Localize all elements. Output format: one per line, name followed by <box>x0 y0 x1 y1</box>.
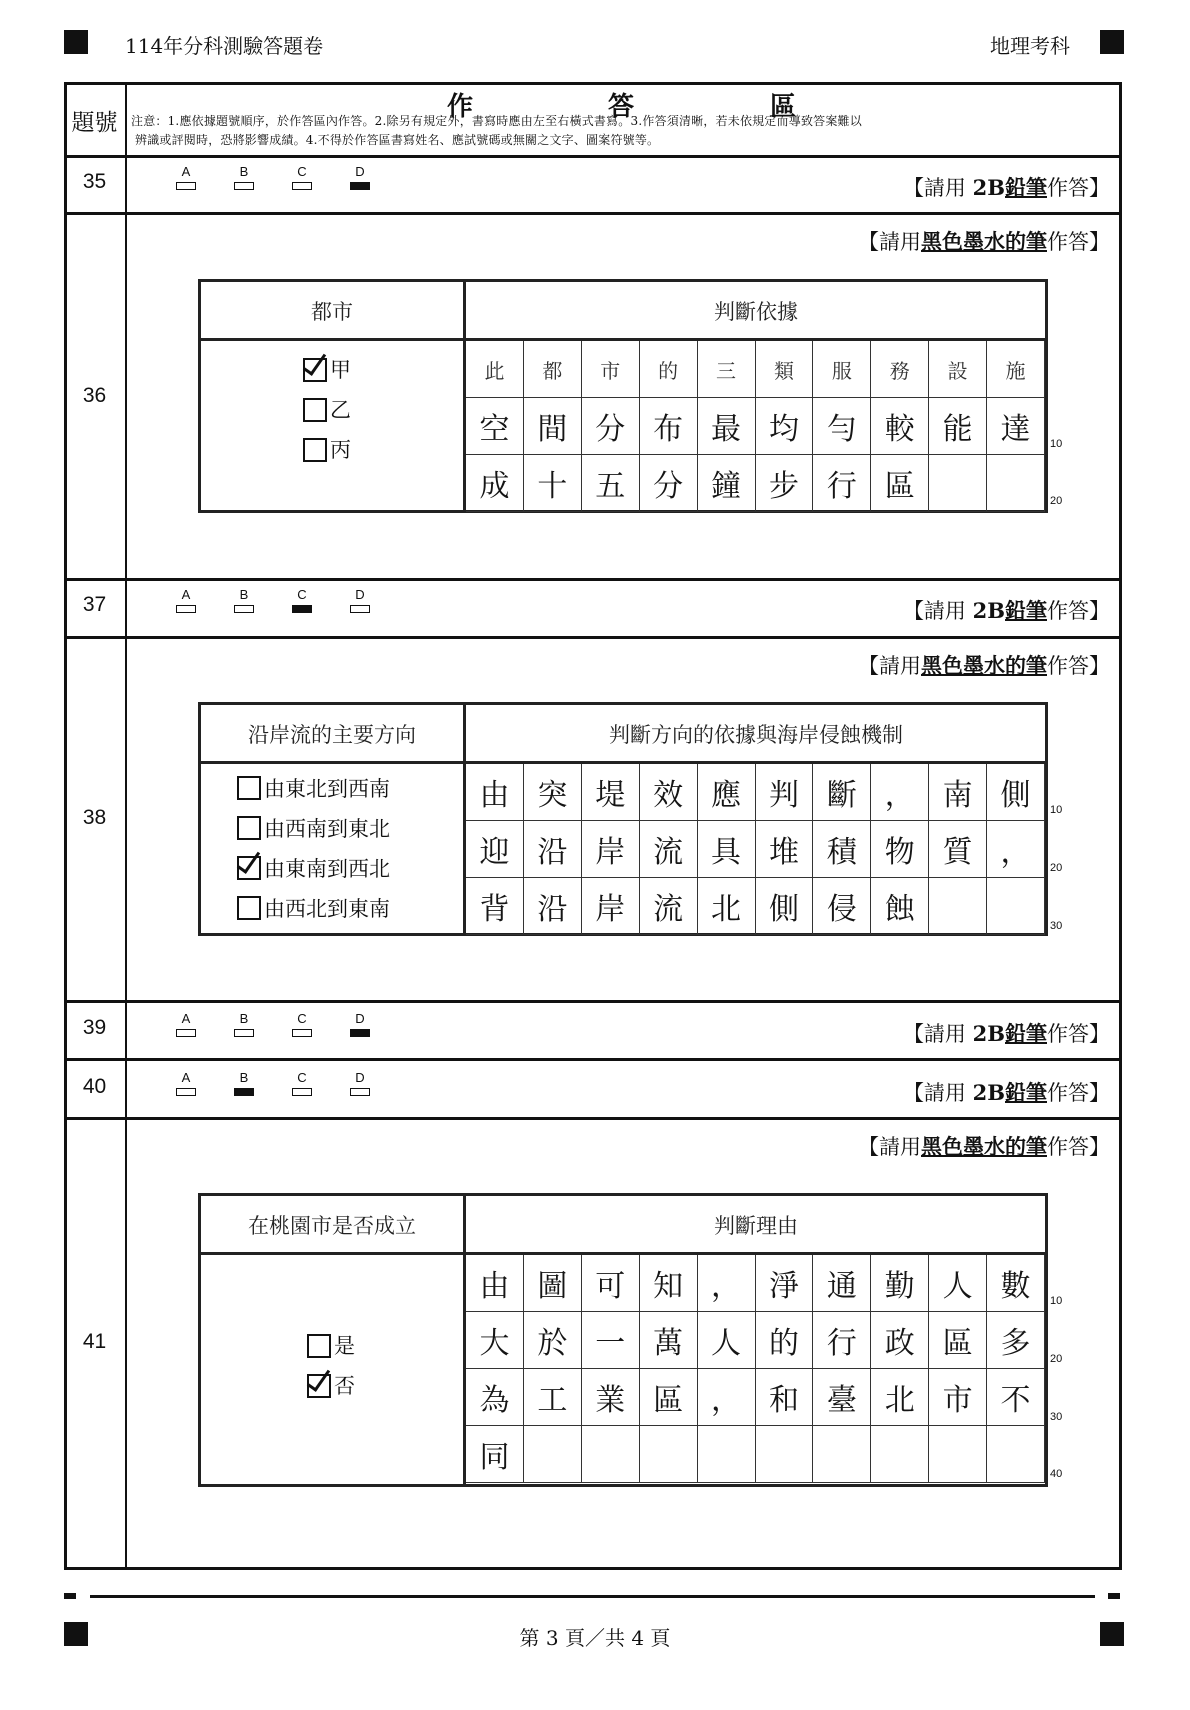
grid-cell[interactable]: 鐘 <box>698 455 756 512</box>
instructions-line1: 注意：1.應依據題號順序，於作答區內作答。2.除另有規定外，書寫時應由左至右橫式書寫。3.作答須清晰，若未依規定而導致答案難以 <box>131 114 862 128</box>
grid-cell[interactable]: 行 <box>813 1312 871 1369</box>
choice-letter: D <box>355 587 365 602</box>
choice-mark[interactable] <box>292 182 312 190</box>
col2-header: 判斷方向的依據與海岸侵蝕機制 <box>609 723 903 747</box>
char-count: 20 <box>1050 495 1063 507</box>
grid-cell[interactable]: 市 <box>582 341 640 398</box>
question-number: 39 <box>82 1016 107 1039</box>
choice-letter: D <box>355 1070 365 1085</box>
choice-bubble-b[interactable] <box>226 165 262 190</box>
zone-title-2: 答 <box>608 92 635 122</box>
grid-cell[interactable]: 行 <box>813 455 871 512</box>
checkbox[interactable] <box>237 896 261 920</box>
grid-cell[interactable]: ， <box>698 1369 756 1426</box>
choice-letter: C <box>297 1011 307 1026</box>
option-label: 甲 <box>330 358 351 382</box>
char-count: 30 <box>1050 1411 1063 1423</box>
grid-cell[interactable]: 判 <box>756 764 814 821</box>
grid-cell[interactable]: 岸 <box>582 821 640 878</box>
grid-cell[interactable]: 布 <box>640 398 698 455</box>
choice-letter: D <box>355 1011 365 1026</box>
choice-bubble-b[interactable] <box>226 1012 262 1037</box>
grid-cell[interactable]: 效 <box>640 764 698 821</box>
grid-cell[interactable]: ， <box>698 1255 756 1312</box>
grid-cell[interactable]: 間 <box>524 398 582 455</box>
row-separator <box>64 212 1122 215</box>
writing-grid <box>466 341 1045 512</box>
grid-cell[interactable]: 和 <box>756 1369 814 1426</box>
col1-header: 都市 <box>311 300 353 324</box>
grid-cell[interactable]: 勤 <box>871 1255 929 1312</box>
choice-bubble-d[interactable] <box>342 588 378 613</box>
pen-tool: 黑色墨水的筆 <box>921 1135 1047 1159</box>
grid-cell[interactable]: 知 <box>640 1255 698 1312</box>
option-label: 否 <box>334 1374 355 1398</box>
grid-cell[interactable]: 圖 <box>524 1255 582 1312</box>
writing-grid <box>466 1255 1045 1483</box>
grid-cell[interactable] <box>929 455 987 512</box>
grid-cell[interactable]: 積 <box>813 821 871 878</box>
grid-cell[interactable]: 沿 <box>524 878 582 935</box>
option-label: 由西南到東北 <box>264 817 390 841</box>
grid-cell[interactable]: 同 <box>466 1426 524 1483</box>
choice-letter: B <box>239 587 249 602</box>
choice-letter: A <box>181 587 191 602</box>
pencil-instruction <box>903 1077 1110 1107</box>
choice-letter: C <box>297 587 307 602</box>
col1-header: 在桃園市是否成立 <box>248 1214 416 1238</box>
option-label: 由西北到東南 <box>264 897 390 921</box>
grid-cell[interactable]: 較 <box>871 398 929 455</box>
char-count: 10 <box>1050 804 1063 816</box>
checkbox[interactable] <box>303 398 327 422</box>
footer-rule <box>90 1595 1095 1598</box>
grid-cell[interactable]: 不 <box>987 1369 1045 1426</box>
grid-cell[interactable]: 由 <box>466 1255 524 1312</box>
choice-bubble-a[interactable] <box>168 588 204 613</box>
grid-cell[interactable] <box>987 878 1045 935</box>
grid-cell[interactable]: 三 <box>698 341 756 398</box>
choice-mark[interactable] <box>176 605 196 613</box>
grid-cell[interactable]: 人 <box>929 1255 987 1312</box>
choice-bubble-b[interactable] <box>226 1071 262 1096</box>
question-number: 36 <box>82 384 107 407</box>
grid-cell[interactable] <box>698 1426 756 1483</box>
checkbox[interactable] <box>237 816 261 840</box>
pen-close: 作答】 <box>1047 599 1110 623</box>
char-count: 40 <box>1050 1468 1063 1480</box>
pencil-instruction <box>903 1018 1110 1048</box>
choice-mark[interactable] <box>350 182 370 190</box>
zone-title-3: 區 <box>770 92 797 122</box>
pen-open: 【請用 <box>858 1135 921 1159</box>
choice-bubble-c[interactable] <box>284 1012 320 1037</box>
registration-mark <box>1100 1622 1124 1646</box>
grid-cell[interactable]: 物 <box>871 821 929 878</box>
grid-cell[interactable]: 南 <box>929 764 987 821</box>
grid-cell[interactable]: 區 <box>871 455 929 512</box>
question-number: 38 <box>82 806 107 829</box>
choice-mark[interactable] <box>350 1088 370 1096</box>
grid-cell[interactable]: 大 <box>466 1312 524 1369</box>
col1-header: 沿岸流的主要方向 <box>248 723 416 747</box>
writing-grid <box>466 764 1045 935</box>
grid-cell[interactable]: 侵 <box>813 878 871 935</box>
grid-cell[interactable]: 具 <box>698 821 756 878</box>
grid-cell[interactable]: 可 <box>582 1255 640 1312</box>
choice-bubble-a[interactable] <box>168 1071 204 1096</box>
grid-cell[interactable] <box>987 1426 1045 1483</box>
grid-cell[interactable]: 於 <box>524 1312 582 1369</box>
option-label: 丙 <box>330 438 351 462</box>
row-separator <box>64 155 1122 158</box>
choice-mark[interactable] <box>292 1088 312 1096</box>
choice-mark[interactable] <box>176 1029 196 1037</box>
option-list <box>237 768 390 928</box>
choice-bubbles <box>168 588 378 613</box>
choice-mark[interactable] <box>292 1029 312 1037</box>
qnum-divider <box>125 82 127 1570</box>
option-item[interactable] <box>307 1326 355 1366</box>
pen-close: 作答】 <box>1047 230 1110 254</box>
choice-mark[interactable] <box>234 182 254 190</box>
pen-open: 【請用 <box>858 230 921 254</box>
option-label: 乙 <box>330 398 351 422</box>
grid-cell[interactable]: 的 <box>640 341 698 398</box>
grid-cell[interactable]: 北 <box>698 878 756 935</box>
choice-mark[interactable] <box>292 605 312 613</box>
choice-letter: C <box>297 1070 307 1085</box>
grid-cell[interactable]: 類 <box>756 341 814 398</box>
ink-instruction <box>858 1131 1110 1161</box>
grid-cell[interactable]: 市 <box>929 1369 987 1426</box>
page-number: 第 3 頁／共 4 頁 <box>519 1626 671 1650</box>
grid-cell[interactable]: 迎 <box>466 821 524 878</box>
choice-mark[interactable] <box>176 182 196 190</box>
grid-cell[interactable]: 服 <box>813 341 871 398</box>
option-label: 由東南到西北 <box>264 857 390 881</box>
grid-cell[interactable]: 施 <box>987 341 1045 398</box>
choice-mark[interactable] <box>350 605 370 613</box>
answer-table <box>198 279 1048 513</box>
grid-cell[interactable]: 五 <box>582 455 640 512</box>
option-list <box>307 1326 355 1406</box>
grid-cell[interactable]: 政 <box>871 1312 929 1369</box>
option-item[interactable] <box>237 848 390 888</box>
grid-cell[interactable]: 的 <box>756 1312 814 1369</box>
grid-cell[interactable]: 業 <box>582 1369 640 1426</box>
choice-bubble-b[interactable] <box>226 588 262 613</box>
option-item[interactable] <box>303 350 351 390</box>
grid-cell[interactable]: 區 <box>929 1312 987 1369</box>
grid-cell[interactable]: ， <box>987 821 1045 878</box>
grid-cell[interactable]: 由 <box>466 764 524 821</box>
grid-cell[interactable]: 萬 <box>640 1312 698 1369</box>
pen-open: 【請用 <box>902 599 973 623</box>
choice-mark[interactable] <box>234 1088 254 1096</box>
checkbox[interactable] <box>237 856 261 880</box>
grid-cell[interactable]: 應 <box>698 764 756 821</box>
choice-bubble-c[interactable] <box>284 588 320 613</box>
grid-cell[interactable]: 堆 <box>756 821 814 878</box>
option-item[interactable] <box>303 390 351 430</box>
grid-cell[interactable]: 淨 <box>756 1255 814 1312</box>
choice-mark[interactable] <box>234 1029 254 1037</box>
grid-cell[interactable]: 勻 <box>813 398 871 455</box>
pen-open: 【請用 <box>902 1022 973 1046</box>
choice-letter: A <box>181 164 191 179</box>
grid-cell[interactable] <box>756 1426 814 1483</box>
choice-bubble-c[interactable] <box>284 1071 320 1096</box>
grid-cell[interactable]: 多 <box>987 1312 1045 1369</box>
grid-cell[interactable] <box>987 455 1045 512</box>
choice-mark[interactable] <box>176 1088 196 1096</box>
pencil-instruction <box>903 172 1110 202</box>
pen-type: 2B <box>972 1021 1005 1046</box>
grid-cell[interactable]: 空 <box>466 398 524 455</box>
grid-cell[interactable]: 務 <box>871 341 929 398</box>
grid-cell[interactable] <box>813 1426 871 1483</box>
grid-cell[interactable]: 流 <box>640 878 698 935</box>
pen-close: 作答】 <box>1047 654 1110 678</box>
grid-cell[interactable]: 突 <box>524 764 582 821</box>
grid-cell[interactable]: 斷 <box>813 764 871 821</box>
question-number: 37 <box>82 593 107 616</box>
choice-bubble-a[interactable] <box>168 165 204 190</box>
choice-bubble-c[interactable] <box>284 165 320 190</box>
checkbox[interactable] <box>303 358 327 382</box>
option-list <box>303 350 351 470</box>
choice-mark[interactable] <box>234 605 254 613</box>
grid-cell[interactable] <box>871 1426 929 1483</box>
grid-cell[interactable]: 背 <box>466 878 524 935</box>
grid-cell[interactable] <box>929 878 987 935</box>
option-item[interactable] <box>237 808 390 848</box>
choice-letter: A <box>181 1011 191 1026</box>
grid-cell[interactable]: 分 <box>582 398 640 455</box>
instructions <box>131 112 1121 150</box>
pen-open: 【請用 <box>902 1081 973 1105</box>
grid-cell[interactable]: ， <box>871 764 929 821</box>
grid-cell[interactable]: 通 <box>813 1255 871 1312</box>
option-label: 是 <box>334 1334 355 1358</box>
grid-cell[interactable]: 流 <box>640 821 698 878</box>
choice-bubbles <box>168 1012 378 1037</box>
grid-cell[interactable] <box>524 1426 582 1483</box>
checkbox[interactable] <box>237 776 261 800</box>
choice-letter: D <box>355 164 365 179</box>
grid-cell[interactable]: 北 <box>871 1369 929 1426</box>
choice-bubble-d[interactable] <box>342 165 378 190</box>
checkbox[interactable] <box>307 1334 331 1358</box>
grid-cell[interactable]: 分 <box>640 455 698 512</box>
grid-cell[interactable]: 岸 <box>582 878 640 935</box>
row-separator <box>64 578 1122 581</box>
exam-title: 114年分科測驗答題卷 <box>125 34 324 58</box>
choice-mark[interactable] <box>350 1029 370 1037</box>
grid-cell[interactable]: 步 <box>756 455 814 512</box>
grid-cell[interactable]: 臺 <box>813 1369 871 1426</box>
footer-tick <box>64 1593 76 1599</box>
pen-tool: 鉛筆 <box>1005 176 1047 200</box>
pen-close: 作答】 <box>1047 1135 1110 1159</box>
answer-table <box>198 702 1048 936</box>
grid-cell[interactable]: 為 <box>466 1369 524 1426</box>
choice-letter: B <box>239 1011 249 1026</box>
qnum-header: 題號 <box>71 110 118 136</box>
choice-letter: B <box>239 164 249 179</box>
col2-header: 判斷依據 <box>714 300 798 324</box>
question-number: 35 <box>82 170 107 193</box>
answer-table <box>198 1193 1048 1487</box>
grid-cell[interactable]: 能 <box>929 398 987 455</box>
choice-bubbles <box>168 1071 378 1096</box>
option-item[interactable] <box>303 430 351 470</box>
question-number: 40 <box>82 1075 107 1098</box>
grid-cell[interactable]: 側 <box>987 764 1045 821</box>
footer-tick <box>1108 1593 1120 1599</box>
choice-letter: C <box>297 164 307 179</box>
pen-tool: 鉛筆 <box>1005 599 1047 623</box>
grid-cell[interactable] <box>640 1426 698 1483</box>
choice-bubbles <box>168 165 378 190</box>
grid-cell[interactable]: 沿 <box>524 821 582 878</box>
grid-cell[interactable]: 一 <box>582 1312 640 1369</box>
pen-tool: 鉛筆 <box>1005 1022 1047 1046</box>
pen-tool: 黑色墨水的筆 <box>921 230 1047 254</box>
pen-open: 【請用 <box>858 654 921 678</box>
grid-cell[interactable]: 成 <box>466 455 524 512</box>
pen-close: 作答】 <box>1047 1081 1110 1105</box>
grid-cell[interactable]: 蝕 <box>871 878 929 935</box>
grid-cell[interactable] <box>929 1426 987 1483</box>
char-count: 20 <box>1050 862 1063 874</box>
pencil-instruction <box>903 595 1110 625</box>
question-number: 41 <box>82 1330 107 1353</box>
choice-bubble-d[interactable] <box>342 1012 378 1037</box>
char-count: 10 <box>1050 438 1063 450</box>
grid-cell[interactable]: 側 <box>756 878 814 935</box>
grid-cell[interactable]: 堤 <box>582 764 640 821</box>
pen-tool: 黑色墨水的筆 <box>921 654 1047 678</box>
ink-instruction <box>858 226 1110 256</box>
option-item[interactable] <box>237 888 390 928</box>
option-item[interactable] <box>237 768 390 808</box>
pen-type: 2B <box>972 598 1005 623</box>
grid-cell[interactable]: 質 <box>929 821 987 878</box>
grid-cell[interactable]: 達 <box>987 398 1045 455</box>
grid-cell[interactable]: 數 <box>987 1255 1045 1312</box>
char-count: 10 <box>1050 1295 1063 1307</box>
choice-letter: A <box>181 1070 191 1085</box>
grid-cell[interactable]: 人 <box>698 1312 756 1369</box>
row-separator <box>64 1058 1122 1061</box>
grid-cell[interactable]: 最 <box>698 398 756 455</box>
pen-open: 【請用 <box>902 176 973 200</box>
pen-close: 作答】 <box>1047 176 1110 200</box>
checkbox[interactable] <box>303 438 327 462</box>
pen-type: 2B <box>972 175 1005 200</box>
grid-cell[interactable]: 工 <box>524 1369 582 1426</box>
col2-header: 判斷理由 <box>714 1214 798 1238</box>
choice-letter: B <box>239 1070 249 1085</box>
char-count: 30 <box>1050 920 1063 932</box>
grid-cell[interactable]: 均 <box>756 398 814 455</box>
choice-bubble-d[interactable] <box>342 1071 378 1096</box>
row-separator <box>64 1117 1122 1120</box>
grid-cell[interactable]: 都 <box>524 341 582 398</box>
pen-type: 2B <box>972 1080 1005 1105</box>
zone-title-1: 作 <box>447 92 474 122</box>
grid-cell[interactable]: 設 <box>929 341 987 398</box>
choice-bubble-a[interactable] <box>168 1012 204 1037</box>
option-item[interactable] <box>307 1366 355 1406</box>
row-separator <box>64 636 1122 639</box>
instructions-line2: 辨識或評閱時，恐將影響成績。4.不得於作答區書寫姓名、應試號碼或無關之文字、圖案符號等。 <box>135 133 660 147</box>
grid-cell[interactable] <box>582 1426 640 1483</box>
pen-tool: 鉛筆 <box>1005 1081 1047 1105</box>
grid-cell[interactable]: 此 <box>466 341 524 398</box>
registration-mark <box>1100 30 1124 54</box>
row-separator <box>64 1000 1122 1003</box>
option-label: 由東北到西南 <box>264 777 390 801</box>
grid-cell[interactable]: 十 <box>524 455 582 512</box>
registration-mark <box>64 30 88 54</box>
char-count: 20 <box>1050 1353 1063 1365</box>
ink-instruction <box>858 650 1110 680</box>
pen-close: 作答】 <box>1047 1022 1110 1046</box>
subject-name: 地理考科 <box>990 34 1070 58</box>
grid-cell[interactable]: 區 <box>640 1369 698 1426</box>
checkbox[interactable] <box>307 1374 331 1398</box>
